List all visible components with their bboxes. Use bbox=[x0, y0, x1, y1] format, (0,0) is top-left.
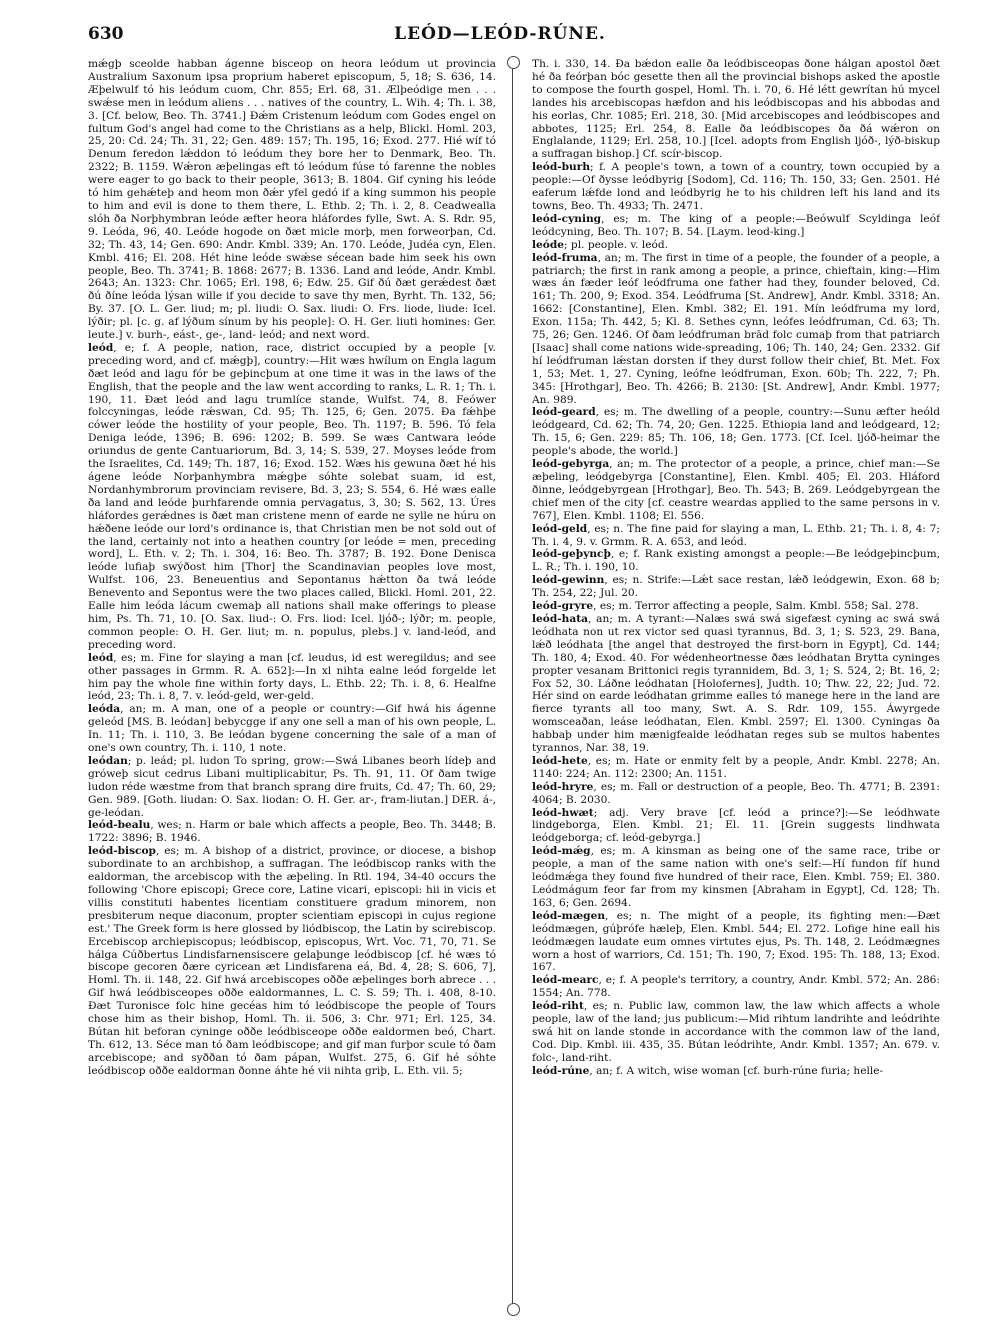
entry-headword: leóda bbox=[88, 703, 121, 716]
left-column bbox=[88, 58, 496, 1316]
entry-headword: leód-biscop bbox=[88, 845, 156, 858]
dictionary-entry bbox=[532, 613, 940, 755]
dictionary-entry bbox=[532, 458, 940, 523]
entry-headword: leód-hata bbox=[532, 612, 588, 625]
dictionary-entry bbox=[532, 252, 940, 407]
right-column bbox=[532, 58, 940, 1316]
entry-headword: leód-bealu bbox=[88, 819, 151, 832]
entry-text: , es; m. Fine for slaying a man [cf. leudus, id est weregildus; and see other passages in Grmm. R. A. 652]:—In xl nihta ealne leód forgelde let him pay the whole fine within forty days, L. Ethb. 22; Th. i. 8, 6. Healfne leód, 23; Th. i. 8, 7. v. leód-geld, wer-geld. bbox=[88, 651, 496, 703]
entry-headword: leódan bbox=[88, 754, 128, 767]
entry-text: , es; m. Hate or enmity felt by a people, Andr. Kmbl. 2278; An. 1140: 224; An. 112: 2300; An. 1151. bbox=[532, 754, 940, 780]
entry-headword: leód-rúne bbox=[532, 1064, 590, 1077]
dictionary-entry bbox=[88, 755, 496, 820]
entry-headword: leód-hryre bbox=[532, 780, 594, 793]
dictionary-entry bbox=[532, 548, 940, 574]
dictionary-entry bbox=[532, 213, 940, 239]
dictionary-entry bbox=[88, 703, 496, 755]
divider-ornament-bottom bbox=[507, 1303, 520, 1316]
dictionary-entry bbox=[532, 239, 940, 252]
entry-text: , es; m. The king of a people:—Beówulf Scyldinga leóf leódcyning, Beo. Th. 107; B. 54. [Laym. leod-king.] bbox=[532, 212, 940, 238]
dictionary-entry bbox=[532, 781, 940, 807]
entry-headword: leód-hwæt bbox=[532, 806, 594, 819]
entry-text: , e; f. A people's territory, a country, Andr. Kmbl. 572; An. 286: 1554; An. 778. bbox=[532, 974, 940, 1000]
entry-headword: leód-geld bbox=[532, 522, 588, 535]
entry-text: ; adj. Very brave [cf. leód a prince?]:—Se leódhwate lindgeborga, Elen. Kmbl. 21; El. 11. [Grein suggests lindhwata leódgeborga; cf. leód-gebyrga.] bbox=[532, 806, 940, 845]
dictionary-entry bbox=[88, 652, 496, 704]
entry-text: , an; m. A tyrant:—Nalæs swá swá sigefæst cyning ac swá swá leódhata non ut rex victor sed quasi tyrannus, Bd. 3, 1; S. 523, 29. Bana, lǽð leódhata [the angel that destroyed the first-born in Egypt], Cd. 144; Th. 180, 4; Exod. 40. For wédenheortnesse ðæs leódhatan Brytta cyninges propter vesanam Brittonici regis tyrannidem, Bd. 3, 1; S. 524, 2; Bt. 16, 2; Fox 52, 30. Láðne leódhatan [Holofernes], Judth. 10; Thw. 22, 22; Jud. 72. Hér sind on earde leódhatan grimme ealles tó manege here in the land are fierce tyrants all too many, Swt. A. S. Rdr. 109, 155. Áwyrgede womsceaðan, leáse leódhatan, Elen. Kmbl. 2597; El. 1300. Cyningas ða habbaþ under him mænigfealde leódhatan reges sub se multos habentes tyrannos, Nar. 38, 19. bbox=[532, 612, 940, 755]
entry-text: , es; n. The might of a people, its fighting men:—Ðæt leódmægen, gúþrófe hæleþ, Elen. Kmbl. 544; El. 272. Lofige hine eall his leódmægen laudate eum omnes virtutes ejus, Ps. Th. 148, 2. Leódmægnes worn a host of warriors, Cd. 151; Th. 190, 7; Exod. 195: Th. 188, 13; Exod. 167. bbox=[532, 909, 940, 974]
entry-headword: leód bbox=[88, 341, 114, 354]
dictionary-entry bbox=[532, 161, 940, 213]
entry-text: , es; m. Terror affecting a people, Salm. Kmbl. 558; Sal. 278. bbox=[593, 600, 919, 613]
entry-text: , es; n. Strife:—Lǽt sace restan, lǽð leódgewin, Exon. 68 b; Th. 254, 22; Jul. 20. bbox=[532, 574, 940, 600]
dictionary-entry bbox=[532, 845, 940, 910]
entry-text: , es; m. The dwelling of a people, country:—Sunu æfter heóld leódgeard, Cd. 62; Th. 74, 20; Gen. 1225. Ethiopia land and leódgeard, 12; Th. 15, 6; Gen. 229: 85; Th. 106, 18; Gen. 1773. [Cf. Icel. ljóð-heimar the people's abode, the world.] bbox=[532, 406, 940, 458]
dictionary-entry bbox=[532, 1065, 940, 1078]
entry-headword: leód-mearc bbox=[532, 974, 599, 987]
entry-headword: leód bbox=[88, 651, 114, 664]
entry-headword: leód-geþyncþ bbox=[532, 548, 611, 561]
entry-text: , an; f. A witch, wise woman [cf. burh-rúne furia; helle- bbox=[589, 1064, 884, 1077]
dictionary-entry bbox=[88, 58, 496, 342]
entry-text: , es; n. The fine paid for slaying a man, L. Ethb. 21; Th. i. 8, 4: 7; Th. i. 4, 9. v. Grmm. R. A. 653, and leód. bbox=[532, 522, 940, 548]
entry-text: , an; m. A man, one of a people or country:—Gif hwá his ágenne geleód [MS. B. leódan] bebycgge if any one sell a man of his own people, L. In. 11; Th. i. 110, 3. Be leódan bygene concerning the sale of a man of one's own country, Th. i. 110, 1 note. bbox=[88, 703, 496, 755]
dictionary-entry bbox=[532, 406, 940, 458]
entry-headword: leód-burh bbox=[532, 161, 591, 174]
entry-text: , an; m. The first in time of a people, the founder of a people, a patriarch; the first in rank among a people, a prince, chieftain, king:—Him wæs án fæder leóf leódfruma one father had they, founder beloved, Cd. 161; Th. 200, 9; Exod. 354. Leódfruma [St. Andrew], Andr. Kmbl. 3318; An. 1662: [Constantine], Elen. Kmbl. 382; El. 191. Mín leódfruma my lord, Exon. 115a; Th. 442, 5; Kl. 8. Sethes cynn, leófes leódfruman, Cd. 63; Th. 75, 26; Gen. 1246. Of ðam leódfruman brād folc cumaþ from that patriarch [Isaac] shall come nations wide-spreading, 106; Th. 140, 24; Gen. 2332. Gif hí leódfruman lǽstan dorsten if they durst follow their chief, Bt. Met. Fox 1, 53; Met. 1, 27. Cyning, leófne leódfruman, Exon. 60b; Th. 222, 7; Ph. 345: [Hrothgar], Beo. Th. 4266; B. 2130: [St. Andrew], Andr. Kmbl. 1977; An. 989. bbox=[532, 251, 940, 406]
entry-text: , es; m. Fall or destruction of a people, Beo. Th. 4771; B. 2391: 4064; B. 2030. bbox=[532, 780, 940, 806]
entry-text: mǽgþ sceolde habban ágenne bisceop on heora leódum ut provincia Australium Saxonum ipsa proprium haberet episcopum, 5, 18; S. 636, 14. Æþelwulf tó his leódum cuom, Chr. 855; Erl. 68, 31. Ælþeódige men . . . swǽse men in leódum aliens . . . natives of the country, L. Wih. 4; Th. i. 38, 3. [Cf. below, Beo. Th. 3741.] Ðǽm Cristenum leódum com Godes engel on fultum God's angel had come to the Christians as a help, Blickl. Homl. 203, 25, 20: Cd. 24; Th. 31, 22; Gen. 489: 157; Th. 195, 16; Exod. 277. Hié wíf tó Denum feredon lǽddon tó leódum they bore her to Denmark, Beo. Th. 2322; B. 1159. Wǽron æþelingas eft tó leódum fúse tó farenne the nobles were eager to go back to their people, 3613; B. 1804. Gif cyning his leóde tó him gehǽteþ and heom mon ðǽr yfel gedó if a king summon his people to him and evil is done to them there, L. Ethb. 2; Th. i. 2, 8. Ceadwealla slóh ða Norþhymbran leóde æfter heora hláfordes fylle, Swt. A. S. Rdr. 95, 9. Leóda, 96, 40. Leóde hogode on ðæt micle morþ, men forweorþan, Cd. 32; Th. 43, 14; Gen. 690: Andr. Kmbl. 339; An. 170. Leóde, Judéa cyn, Elen. Kmbl. 416; El. 208. Hét hine leóde swǽse sécean bade him seek his own people, Beo. Th. 3741; B. 1868: 2677; B. 1336. Land and leóde, Andr. Kmbl. 2643; An. 1323: Chr. 1065; Erl. 198, 6; Edw. 25. Gif ðú ðæt gerǽdest ðæt ðú ðíne leóda lýsan wille if you decide to save thy men, Byrht. Th. 132, 56; By. 37. [O. L. Ger. liud; m; pl. liudi: O. Sax. liudi: O. Frs. liode, liude: Icel. lýðir; pl. [c. g. af lýðum sínum by his people]: O. H. Ger. liuti homines: Ger. leute.] v. burh-, eást-, ge-, land- leód; and next word. bbox=[88, 58, 496, 342]
page-header bbox=[88, 22, 912, 52]
entry-text: ; pl. people. v. leód. bbox=[563, 238, 669, 251]
dictionary-entry bbox=[532, 755, 940, 781]
entry-text: , es; m. A bishop of a district, province, or diocese, a bishop subordinate to an archbishop, a suffragan. The leódbiscop ranks with the ealdorman, the arcebiscop with the æþeling. In Rtl. 194, 34-40 occurs the following 'Chore episcopi; Grece core, Latine vicari, episcopi: hii in vicis et villis constituti habentes licentiam constituere gradum minorem, non presbiterum neque diaconum, propter scientiam episcopi in cujus regione est.' The Greek form is here glossed by liódbiscop, the Latin by scirebiscop. Ercebiscop archiepiscopus; leódbiscop, episcopus, Wrt. Voc. 71, 70, 71. Se hálga Cúðbertus Lindisfarnensiscere gelaþunge leódbiscop [cf. hé wæs tó biscope gecoren ðære cyricean æt Lindisfarena eá, Bd. 4, 28; S. 606, 7], Homl. Th. ii. 148, 22. Gif hwá arcebiscopes oððe æþelinges borh abrece . . . Gif hwá leódbisceopes oððe ealdormannes, L. C. S. 59; Th. i. 408, 8-10. Ðæt Turonisce folc hine gecéas him tó leódbiscope the people of Tours chose him as their bishop, Homl. Th. ii. 506, 3: Chr. 971; Erl. 125, 34. Bútan hit beforan cyninge oððe leódbisceope oððe ealdormen beó, Chart. Th. 612, 13. Séce man tó ðam leódbiscope; and gif man furþor scule tó ðam arcebiscope; and syððan tó ðam pápan, Wulfst. 275, 6. Gif hé sóhte leódbiscop oððe ealdorman ðonne áhte hé vii nihta griþ, L. Eth. vii. 5; bbox=[88, 845, 496, 1077]
page-number: 630 bbox=[88, 24, 124, 44]
dictionary-entry bbox=[532, 574, 940, 600]
entry-headword: leód-mǽg bbox=[532, 845, 591, 858]
running-head: LEÓD—LEÓD-RÚNE. bbox=[394, 24, 606, 44]
entry-headword: leód-gebyrga bbox=[532, 458, 610, 471]
divider-ornament-top bbox=[507, 56, 520, 69]
entry-headword: leóde bbox=[532, 238, 564, 251]
entry-headword: leód-hete bbox=[532, 754, 588, 767]
dictionary-entry bbox=[88, 342, 496, 652]
entry-headword: leód-fruma bbox=[532, 251, 598, 264]
entry-headword: leód-cyning bbox=[532, 212, 602, 225]
entry-headword: leód-geard bbox=[532, 406, 596, 419]
entry-headword: leód-mægen bbox=[532, 909, 606, 922]
entry-text: , e; f. A people, nation, race, district occupied by a people [v. preceding word, and cf. mǽgþ], country:—Hit wæs hwílum on Engla lagum ðæt leód and lagu fór be geþincþum at one time it was in the laws of the English, that the people and the law went according to ranks, L. R. 1; Th. i. 190, 11. Ðæt leód and lagu trumlíce stande, Wulfst. 74, 8. Feówer folccyningas, leóde rǽswan, Cd. 95; Th. 125, 6; Gen. 2075. Ða fǽhþe cówer leóde the hostility of your people, Beo. Th. 1197; B. 596. Tó fela Deniga leóde, 1396; B. 696: 1202; B. 599. Se wæs Cantwara leóde oriundus de gente Cantuariorum, Bd. 3, 14; S. 539, 27. Moyses leóde from the Israelites, Cd. 149; Th. 187, 16; Exod. 152. Wæs his gewuna ðæt hé his ágene leóde Norþanhymbra mǽgþe sóhte solebat suam, id est, Nordanhymbrorum provinciam revisere, Bd. 3, 23; S. 554, 6. Hé wæs ealle ða land and leóde þurhfarende omnia pervagatus, 3, 30; S. 562, 13. Úres hláfordes gerǽdnes is ðæt man cristene menn of earde ne sylle ne húru on hǽðene leóde our lord's ordinance is, that Christian men be not sold out of the land, certainly not into a heathen country [or leóde = men, preceding word], L. Eth. v. 2; Th. i. 304, 16: Beo. Th. 3787; B. 192. Ðone Deniscа leóde lufiaþ swýðost him [Thor] the Scandinavian peoples love most, Wulfst. 106, 23. Beneuentius and Sepontanus hǽtton ða twá leóde Benevento and Sepontus were the two places called, Blickl. Homl. 201, 22. Ealle him leóda lácum cwemaþ all nations shall make offerings to please him, Ps. Th. 71, 10. [O. Sax. liud-: O. Frs. liod: Icel. ljóð-; lýðr; m. people, common people: O. H. Ger. liut; m. n. populus, plebs.] v. land-leód, and preceding word. bbox=[88, 341, 496, 651]
entry-headword: leód-gewinn bbox=[532, 574, 605, 587]
dictionary-entry bbox=[532, 807, 940, 846]
dictionary-entry bbox=[532, 523, 940, 549]
entry-text: Th. i. 330, 14. Ða bǽdon ealle ða leódbisceopas ðone hálgan apostol ðæt hé ða feórþan bóc gesette then all the provincial bishops asked the apostle to compose the fourth gospel, Homl. Th. i. 70, 6. Hé létt gewrítan hú mycel landes his arcebiscopas hæfdon and his leódbiscopas and his abbodas and his eorlas, Chr. 1085; Erl. 218, 30. [Mid arcebiscopes and leódbiscopes and abbotes, 1125; Erl. 254, 8. Ealle ða leódbiscopes ða ðá wǽron on Englalande, 1129; Erl. 258, 10.] [Icel. adopts from English ljóð-, lýð-biskup a suffragan bishop.] Cf. scír-biscop. bbox=[532, 58, 940, 161]
entry-headword: leód-riht bbox=[532, 1000, 584, 1013]
dictionary-entry bbox=[532, 58, 940, 161]
entry-text: , an; m. The protector of a people, a prince, chief man:—Se æþeling, leódgebyrga [Constantine], Elen. Kmbl. 405; El. 203. Hláford ðinne, leódgebyrgean [Hrothgar], Beo. Th. 543; B. 269. Leódgebyrgean the chief men of the city [cf. ceastre weardas applied to the same persons in v. 767], Elen. Kmbl. 1108; El. 556. bbox=[532, 458, 940, 522]
entry-text: , es; n. Public law, common law, the law which affects a whole people, law of the land; jus publicum:—Mid rihtum landrihte and leódrihte swá hit on lande stonde in accordance with the common law of the land, Cod. Dip. Kmbl. iii. 435, 35. Bútan leódrihte, Andr. Kmbl. 1357; An. 679. v. folc-, land-riht. bbox=[532, 1000, 940, 1064]
entry-text: ; f. A people's town, a town of a country, town occupied by a people:—Of ðysse leódbyrig [Sodom], Cd. 116; Th. 150, 33; Gen. 2501. Hé eaferum lǽfde lond and leódbyrig he to his children left his land and its towns, Beo. Th. 4933; Th. 2471. bbox=[532, 161, 940, 212]
entry-text: , e; f. Rank existing amongst a people:—Be leódgeþincþum, L. R.; Th. i. 190, 10. bbox=[532, 548, 940, 574]
dictionary-entry bbox=[88, 845, 496, 1077]
dictionary-entry bbox=[532, 1000, 940, 1065]
column-divider bbox=[512, 60, 513, 1316]
dictionary-entry bbox=[532, 910, 940, 975]
entry-text: , wes; n. Harm or bale which affects a people, Beo. Th. 3448; B. 1722: 3896; B. 1946. bbox=[88, 819, 496, 845]
entry-text: ; p. leád; pl. ludon To spring, grow:—Swá Libanes beorh lídeþ and gróweþ sicut cedrus Libani multiplicabitur, Ps. Th. 91, 11. Of ðam twige ludon réde wæstme from that branch sprang dire fruits, Cd. 47; Th. 60, 29; Gen. 989. [Goth. liudan: O. Sax. liodan: O. H. Ger. ar-, fram-liutan.] DER. á-, ge-leódan. bbox=[88, 754, 496, 819]
dictionary-entry bbox=[88, 819, 496, 845]
dictionary-entry bbox=[532, 600, 940, 613]
dictionary-entry bbox=[532, 974, 940, 1000]
entry-text: , es; m. A kinsman as being one of the same race, tribe or people, a man of the same nation with one's self:—Hí fundon fíf hund leódmǽga they found five hundred of their race, Elen. Kmbl. 759; El. 380. Leódmágum feor far from my kinsmen [Abraham in Egypt], Cd. 128; Th. 163, 6; Gen. 2694. bbox=[532, 845, 940, 909]
entry-headword: leód-gryre bbox=[532, 600, 594, 613]
